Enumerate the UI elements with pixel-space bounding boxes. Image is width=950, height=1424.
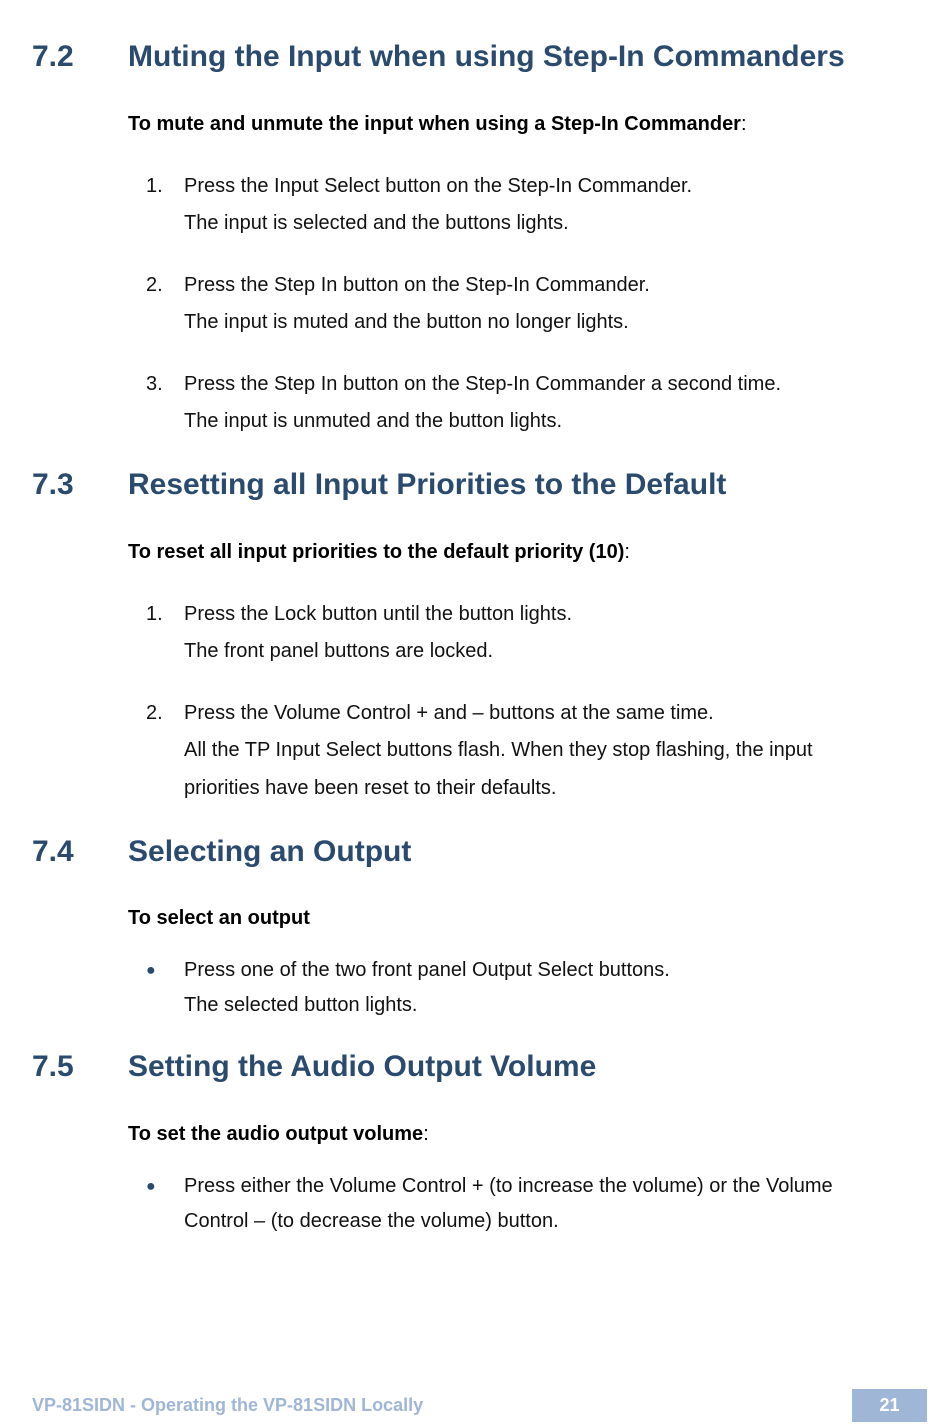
section-heading-7-4 [32, 835, 411, 869]
bullet-result: The selected button lights. [184, 994, 418, 1016]
step-result: The input is muted and the button no longer lights. [184, 311, 629, 333]
section-heading-7-2 [32, 40, 845, 74]
bullet-icon: ● [146, 962, 156, 979]
procedure-lead [128, 113, 747, 136]
procedure-lead-colon: : [624, 541, 630, 563]
step-result: The front panel buttons are locked. [184, 640, 494, 662]
step-text: Press the Step In button on the Step-In Commander a second time. [184, 373, 782, 395]
procedure-lead-text: To reset all input priorities to the default priority (10) [128, 541, 625, 563]
procedure-lead-text: To set the audio output volume [128, 1123, 424, 1145]
section-title: Selecting an Output [128, 835, 412, 868]
procedure-lead-colon: : [740, 113, 747, 135]
step-result: The input is selected and the buttons lights. [184, 212, 569, 234]
section-title: Muting the Input when using Step-In Commanders [128, 40, 845, 73]
step-number: 3. [146, 373, 163, 395]
step-number: 2. [146, 274, 163, 296]
bullet-text-continued: Control – (to decrease the volume) button. [184, 1210, 559, 1232]
step-text: Press the Lock button until the button lights. [184, 603, 573, 625]
step-number: 1. [146, 175, 163, 197]
section-number: 7.5 [32, 1050, 74, 1083]
section-heading-7-5 [32, 1050, 596, 1084]
step-result: The input is unmuted and the button lights. [184, 410, 563, 432]
step-text: Press the Input Select button on the Step-In Commander. [184, 175, 693, 197]
section-number: 7.2 [32, 40, 74, 73]
section-heading-7-3 [32, 468, 726, 502]
procedure-lead [128, 907, 310, 930]
procedure-lead-text: To mute and unmute the input when using a Step-In Commander [128, 113, 741, 135]
footer-title: VP-81SIDN - Operating the VP-81SIDN Locally [32, 1395, 424, 1415]
step-text: Press the Volume Control + and – buttons at the same time. [184, 702, 714, 724]
section-number: 7.3 [32, 468, 74, 501]
step-result: priorities have been reset to their defaults. [184, 777, 557, 799]
procedure-lead-colon: : [423, 1123, 429, 1145]
bullet-icon: ● [146, 1178, 156, 1195]
section-title: Resetting all Input Priorities to the Default [128, 468, 727, 501]
procedure-lead [128, 541, 630, 564]
page-number-badge: 21 [852, 1389, 927, 1422]
bullet-text: Press one of the two front panel Output Select buttons. [184, 959, 670, 981]
bullet-text: Press either the Volume Control + (to increase the volume) or the Volume [184, 1175, 833, 1197]
procedure-lead [128, 1123, 429, 1146]
step-number: 2. [146, 702, 163, 724]
step-text: Press the Step In button on the Step-In Commander. [184, 274, 650, 296]
section-number: 7.4 [32, 835, 74, 868]
step-number: 1. [146, 603, 163, 625]
section-title: Setting the Audio Output Volume [128, 1050, 597, 1083]
procedure-lead-text: To select an output [128, 907, 310, 929]
step-result: All the TP Input Select buttons flash. When they stop flashing, the input [184, 739, 813, 761]
